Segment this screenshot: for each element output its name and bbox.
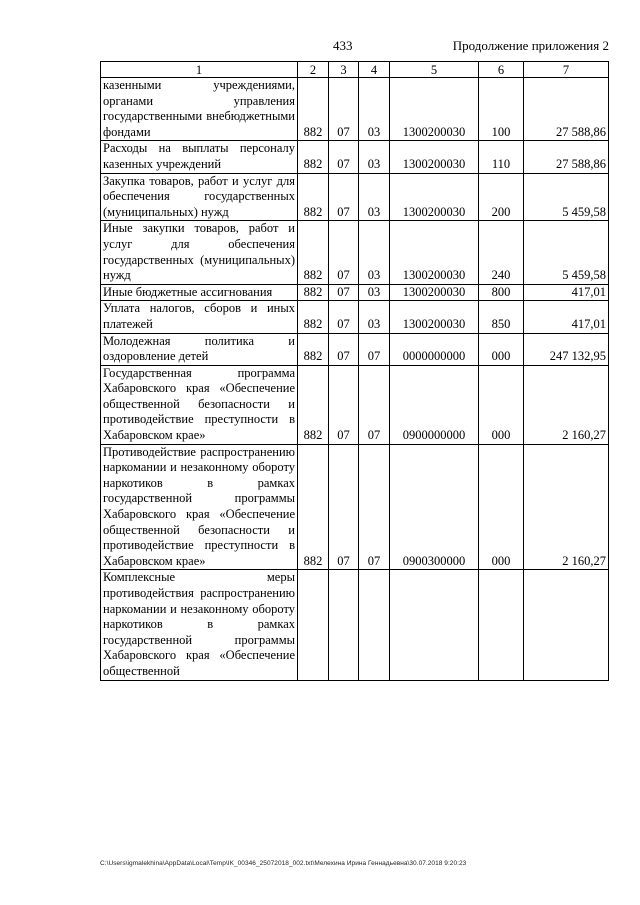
- file-path-footer: C:\Users\igmalekhina\AppData\Local\Temp\IK_00346_25072018_002.txt\Мелехина Ирина Геннадьевна\30.07.2018 9:20:23: [100, 860, 467, 867]
- expense-type-code: 240: [479, 221, 524, 284]
- expense-type-code: 200: [479, 173, 524, 221]
- section-code: 07: [329, 301, 359, 333]
- ministry-code: 882: [298, 301, 329, 333]
- ministry-code: 882: [298, 221, 329, 284]
- column-header: 7: [524, 62, 609, 78]
- expense-type-code: 000: [479, 333, 524, 365]
- section-code: 07: [329, 78, 359, 141]
- target-code: 1300200030: [390, 221, 479, 284]
- item-name: Закупка товаров, работ и услуг для обеспечения государственных (муниципальных) нужд: [101, 173, 298, 221]
- table-row: [101, 365, 609, 444]
- table-row: [101, 284, 609, 301]
- table-header-row: [101, 62, 609, 78]
- expense-type-code: 000: [479, 365, 524, 444]
- section-code: 07: [329, 284, 359, 301]
- subsection-code: 07: [359, 444, 390, 570]
- item-name: Молодежная политика и оздоровление детей: [101, 333, 298, 365]
- target-code: 1300200030: [390, 173, 479, 221]
- amount: 27 588,86: [524, 78, 609, 141]
- target-code: 1300200030: [390, 284, 479, 301]
- column-header: 1: [101, 62, 298, 78]
- target-code: 1300200030: [390, 301, 479, 333]
- subsection-code: 03: [359, 301, 390, 333]
- table-row: [101, 301, 609, 333]
- continuation-label: Продолжение приложения 2: [452, 38, 609, 53]
- section-code: 07: [329, 365, 359, 444]
- expense-type-code: [479, 570, 524, 680]
- expense-type-code: 100: [479, 78, 524, 141]
- section-code: [329, 570, 359, 680]
- amount: 5 459,58: [524, 221, 609, 284]
- amount: [524, 570, 609, 680]
- section-code: 07: [329, 173, 359, 221]
- table-row: [101, 570, 609, 680]
- expense-type-code: 850: [479, 301, 524, 333]
- ministry-code: 882: [298, 444, 329, 570]
- table-row: [101, 333, 609, 365]
- expense-type-code: 000: [479, 444, 524, 570]
- ministry-code: 882: [298, 333, 329, 365]
- table-row: [101, 221, 609, 284]
- expense-type-code: 800: [479, 284, 524, 301]
- subsection-code: 07: [359, 333, 390, 365]
- section-code: 07: [329, 333, 359, 365]
- subsection-code: 03: [359, 221, 390, 284]
- amount: 2 160,27: [524, 365, 609, 444]
- amount: 247 132,95: [524, 333, 609, 365]
- budget-table: [100, 61, 609, 681]
- item-name: Уплата налогов, сборов и иных платежей: [101, 301, 298, 333]
- item-name: Комплексные меры противодействия распространению наркомании и незаконному обороту наркотиков в рамках государственной программы Хабаровского края «Обеспечение общественной: [101, 570, 298, 680]
- ministry-code: 882: [298, 284, 329, 301]
- column-header: 4: [359, 62, 390, 78]
- item-name: Иные закупки товаров, работ и услуг для обеспечения государственных (муниципальных) нужд: [101, 221, 298, 284]
- target-code: [390, 570, 479, 680]
- ministry-code: 882: [298, 141, 329, 173]
- section-code: 07: [329, 141, 359, 173]
- target-code: 1300200030: [390, 141, 479, 173]
- ministry-code: [298, 570, 329, 680]
- subsection-code: 03: [359, 284, 390, 301]
- ministry-code: 882: [298, 365, 329, 444]
- ministry-code: 882: [298, 173, 329, 221]
- item-name: Государственная программа Хабаровского края «Обеспечение общественной безопасности и противодействие преступности в Хабаровском крае»: [101, 365, 298, 444]
- target-code: 1300200030: [390, 78, 479, 141]
- table-row: [101, 141, 609, 173]
- item-name: Иные бюджетные ассигнования: [101, 284, 298, 301]
- amount: 417,01: [524, 301, 609, 333]
- amount: 2 160,27: [524, 444, 609, 570]
- subsection-code: [359, 570, 390, 680]
- target-code: 0000000000: [390, 333, 479, 365]
- subsection-code: 03: [359, 173, 390, 221]
- expense-type-code: 110: [479, 141, 524, 173]
- table-row: [101, 78, 609, 141]
- table-row: [101, 444, 609, 570]
- column-header: 5: [390, 62, 479, 78]
- item-name: Расходы на выплаты персоналу казенных учреждений: [101, 141, 298, 173]
- subsection-code: 03: [359, 141, 390, 173]
- table-row: [101, 173, 609, 221]
- amount: 417,01: [524, 284, 609, 301]
- section-code: 07: [329, 221, 359, 284]
- subsection-code: 07: [359, 365, 390, 444]
- amount: 5 459,58: [524, 173, 609, 221]
- item-name: Противодействие распространению наркомании и незаконному обороту наркотиков в рамках государственной программы Хабаровского края «Обеспечение общественной безопасности и противодействие преступности в Хабаровском крае»: [101, 444, 298, 570]
- page-number: 433: [333, 38, 353, 53]
- subsection-code: 03: [359, 78, 390, 141]
- column-header: 2: [298, 62, 329, 78]
- section-code: 07: [329, 444, 359, 570]
- target-code: 0900300000: [390, 444, 479, 570]
- column-header: 6: [479, 62, 524, 78]
- amount: 27 588,86: [524, 141, 609, 173]
- column-header: 3: [329, 62, 359, 78]
- item-name: казенными учреждениями, органами управления государственными внебюджетными фондами: [101, 78, 298, 141]
- target-code: 0900000000: [390, 365, 479, 444]
- ministry-code: 882: [298, 78, 329, 141]
